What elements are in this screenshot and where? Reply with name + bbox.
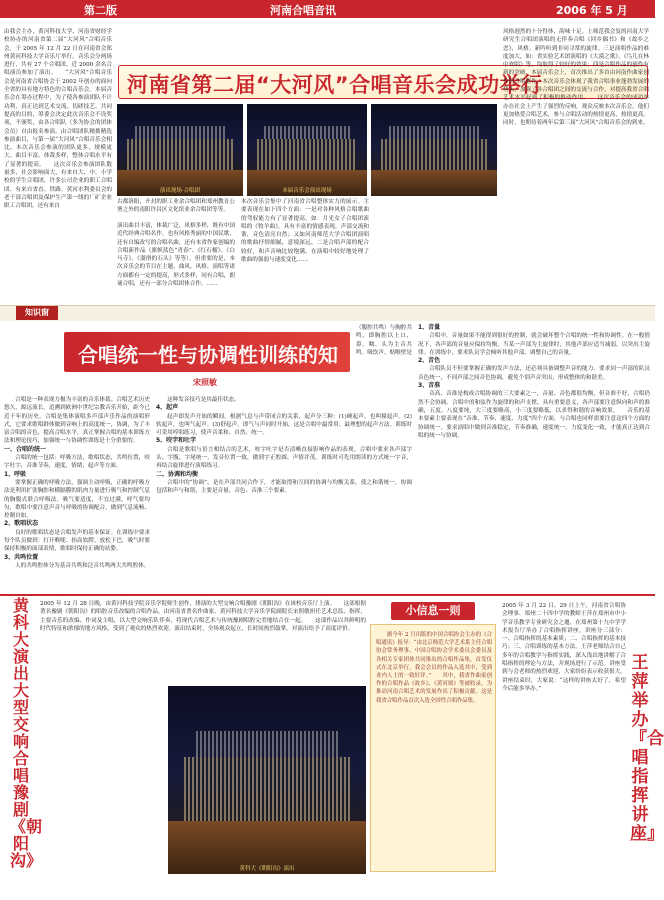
article2-col3-a: 1、音量	[418, 324, 441, 331]
paper-name: 河南合唱音讯	[270, 4, 336, 17]
notice-box	[370, 624, 496, 872]
article2-sub1-2: 2、歌唱状态	[4, 520, 39, 528]
page-label: 第二版	[84, 4, 117, 17]
article2-sub2-2: 5、咬字和吐字	[156, 437, 197, 445]
article2-author: 宋照敏	[193, 378, 217, 387]
article2-col3-b: 合唱中，音量如果不能得到很好的控制，就会破坏整个合唱的统一性和协调性。在一般情况下，各声部的音量应保持均衡，当某一声部为主旋律时，其他声部应适当减弱，以突出主旋律。在训练中，要求队员学会倾听其他声部，调整自己的音量。	[418, 333, 650, 356]
article2-col3-c: 2、音色	[418, 357, 441, 365]
article1-col3: 本次音乐会集中了河南省合唱整体实力的展示。主要表现在如下四个方面：一是对各种风格合唱歌曲的驾驭能力有了显著提高，如：月光女子合唱团演唱的《牧羊曲》，具有丰富的情感表现，声部交流和谐，音色清亮自然；又如河南师范大学合唱团演唱的歌曲抒情细腻，意境深远，二是合唱声部的配合较好，和声音响比较饱满，在演唱中较好地处理了歌曲的强弱与速度变化……	[241, 199, 369, 264]
concert-photo-1	[117, 104, 243, 196]
article2-col1-c: 要掌握正确的呼吸方法，强调主动呼吸，正确的呼吸方法是利用扩张胸腔和横膈膜的肌肉力量进行吸气和控制气息的胸腹式联合呼吸法。吸气要适度，不宜过满，呼气要均匀，歌唱中要注意声音与呼吸的协调配合，做到气息流畅、控制自如。	[4, 479, 150, 520]
article1-col2-caption: 古都洛阳，开封的职工业余合唱团和郑州教育公署之外的南阳许昌区文化馆业余合唱团等等。	[117, 199, 235, 214]
article1-col4: 风格迥然的十分得体，韵味十足。上师范我会复的河南大学研究生合唱团演唱的无伴奏合唱《回乡偶书》和《故乡之恋》，风格。新吟听到非同寻常的旋律。三是演唱作品的难度加大，如：省实验艺术团演唱的《大漠之歌》、《鸟儿在林中欢唱》等，均取得了较好的效果；四是合唱作品的创作有新的突破，本届音乐会上，首次推出了多首由河南作曲家创作的合唱新作。本次音乐会体现了我省合唱事业蓬勃发展的势头，加强了各合唱团之间的交流与合作，对提高我省合唱艺术水平起到了积极的推动作用。 这次音乐会的成功举办在社会上产生了强烈的反响，观众反映本次音乐会，他们更加热爱合唱艺术，参与合唱活动的热情更高，热情更高。同时，也期待着两年后第三届“大河风”合唱音乐会的到来。	[503, 29, 649, 127]
article1-title: 河南省第二届“大河风”合唱音乐会成功举行	[127, 73, 543, 97]
article2-col2-c: 合唱是歌唱与语言相结合的艺术，咬字吐字是否清晰直接影响作品的表现。合唱中要求各声部字头、字腹、字尾统一，发音位置一致，做到字正腔圆、声情并茂。训练时可先用朗读的方式统一字音，再结合旋律进行演唱练习。	[156, 446, 412, 470]
article2-col2-a: 这种发音技巧是其最佳状态。	[167, 397, 240, 403]
article1-col1: 由我会主办，黄河科技大学、河南省财经学校协办的河南省第二届“大河风”合唱音乐会，于 2005 年 12 月 22 日在河南省会郑州黄河科技大学音乐厅举行。音乐会分两场进行，共有 27 个合唱团、近 2000 余名合唱演员参加了演出。 “大河风”合唱音乐会是河南省合唱协会于 2002 年创办的面向全省的具有地方特色的合唱音乐会。本届音乐会在筹办过程中，为了使各参演团队不计功利，真正达到艺术交流、切磋技艺、共同提高的目的，筹委会决定此次音乐会不设奖项，不颁奖，由各合唱队（多为协会的团体会员）自由报名参演。由合唱团队精挑精选参演曲目，与第一届“大河风”合唱音乐会相比，本次音乐会参演的团队更多、规模更大、曲目丰富、体裁多样，整体合唱水平有了显著的提高。 这次音乐会参演团队数量多，社会影响面大，有来自大、中、小学校的学生合唱团，许多公司企业的职工合唱团、有来自省直、铁路、黄河水利委员会的老干部合唱团及保护生产第一线的厂矿企业职工合唱团，还有来自	[4, 29, 112, 210]
article2-col2-d: 合唱中的“协调”，是在声部共同合作下，才能取得和互间的协调与均衡关系，使之和谐统一，协调包括和声与和谐，主要是音量、音色、音准三个要素。	[156, 479, 412, 495]
article3-photo-caption: 黄科大《朝阳沟》演出	[239, 866, 295, 872]
article1-col4-cont	[375, 198, 499, 300]
article2-col2	[156, 396, 412, 592]
article2-aside: （腹腔共鸣）与胸腔共鸣，即胸腔以上口、鼻、咽、头为主音共鸣。吸饮声、贴喉壁是	[356, 325, 412, 356]
article2-col1-b: 合唱的统一包括：呼吸方法，歌唱状态，共鸣位置，咬字吐字，音准节奏，速度，情绪，起声等方面。	[4, 455, 150, 470]
article2-sub1-1: 1、呼吸	[4, 470, 27, 478]
article2-sub2-3: 二、协调和均衡	[156, 470, 199, 478]
photo2-caption: 本届音乐会演出现场	[282, 188, 332, 194]
article1-col2: 演出曲目丰富，体裁广泛，风格多样，既有中国近代经典合唱名作，也有风格秀丽的中国民歌，还有自编改写的合唱名曲，还有本省作家创编的合唱新作品（旗帜蓝色“青春”、《红石榴》、《白马寺》、《溜滑的石头》等等）。但重要的是，本次音乐会的节目在主题、曲风、风格、演唱等诸方面都有一定的提高，形式多样，同有合唱，朗诵合唱，还有一部分合唱团体合作，……	[117, 223, 235, 288]
article2-title: 合唱统一性与协调性训练的知识	[78, 343, 338, 396]
page-header	[0, 0, 655, 18]
section-divider	[0, 594, 655, 596]
article2-col1-e: 人的共鸣腔体分为基音共鸣和泛音共鸣两大共鸣腔体。	[15, 562, 150, 569]
article3-body-cont	[40, 686, 164, 874]
article2-col3	[418, 324, 650, 592]
article2-col1-d: 良好的歌唱状态是合唱发声的基本保证。在训练中要求每个队员做到：打开喉咙、抬高软腭、放松下巴，吸气时要保持积极的面部表情，歌唱时保持正确的站姿。	[4, 529, 150, 553]
knowledge-band	[0, 305, 655, 321]
issue-date: 2006 年 5 月	[556, 4, 628, 17]
article4-title: 王萍举办『合唱指挥讲座』	[630, 653, 664, 844]
article3-body: 2005 年 12 月 28 日晚，由黄河科技学院音乐学院师生创作，排演的大型交响合唱豫剧《朝阳沟》在该校音乐厅上演。 这部根据著名豫剧《朝阳沟》的唱腔音乐改编的合唱作品，由河南省著名作曲家、黄河科技大学音乐学院副院长宋照敏担任艺术总监、指挥，主要音乐的改编、作词及主唱，以大型交响乐队伴奏，将现代合唱艺术与传统豫剧唱腔完美地结合在一起。 这部作品以其鲜明的时代特征和浓郁的地方风格，受到了观众的热烈欢迎。演出结束时，全场观众起立，长时间热烈鼓掌，对演出给予了高度评价。	[40, 601, 366, 632]
article2-col2-b: 起声即发声开始的瞬间。根据气息与声带闭合的关系，起声分三种：(1)硬起声，也叫撞起声。(2)软起声，也叫气起声。(3)舒起声。即气与声同时开始，这是合唱中最常用、最理想的起声方法。训练时可采用哼唱练习，使声音柔和、自然、统一。	[156, 413, 412, 437]
article2-sub2-1: 4、起声	[156, 404, 179, 412]
article2-col3-e: 3、音准	[418, 382, 441, 390]
article2-sub1: 一、合唱的统一	[4, 445, 47, 453]
page-footer	[0, 885, 655, 900]
article3-title: 黄科大演出大型交响合唱豫剧《朝阳沟》	[10, 596, 43, 870]
article2-col1	[4, 396, 150, 592]
concert-photo-3	[371, 104, 497, 196]
knowledge-tag: 知识窗	[16, 306, 58, 320]
article2-col3-d: 合唱队员不但要掌握正确的发声方法，还必须具备调整声音的能力。要求同一声部的队员音色统一，不同声部之间音色协调，避免个别声音突出，形成整体的和谐美。	[418, 366, 650, 381]
notice-title: 小信息一则	[391, 602, 475, 620]
article4-body: 2005 年 3 月 22 日、29 日上午，河南省合唱协会理事、郑州二十四中学的教师王萍在郑州市中小学音乐教学专业研究会之邀，在郑州第十九中学学术报告厅举办了合唱指挥讲座，讲座分三部分：一、合唱指挥的基本素质；二、合唱指挥的基本技巧；三、合唱训练的基本方法。王萍老师结合自己多年的合唱教学与指挥实践，深入浅出地讲解了合唱指挥的理论与方法，并现场进行了示范。讲座受到与会老师的热烈欢迎，大家纷纷表示收获很大。讲座结束时，大家说：“这样的讲座太好了，希望今后能多举办。”	[502, 603, 626, 692]
concert-photo-2	[247, 104, 367, 196]
article2-sub1-3: 3、共鸣位置	[4, 553, 39, 561]
photo1-caption: 演出现场·合唱团	[159, 188, 201, 194]
notice-body: 据今年 2 月出版的中国合唱协会主办的《合唱通讯》报导：“由北京师范大学艺术系主任合唱协会常务理事、中国合唱协会学术委员会委员及各相关专家团体共同推出的合唱作品集，首发仪式在北京举行，我会会员的作品入选其中，受到业内人士的一致好评。” 其中，我省作曲家创作的合唱作品《故乡》、《黄河颂》等被收录，为推动河南合唱艺术的发展作出了积极贡献。这是我省合唱作品首次入选全国性合唱作品集。	[376, 632, 492, 704]
chaoyanggou-photo	[168, 686, 366, 874]
article2-col3-f: 音高、音准是构成合唱协调的三大要素之一，音量、音色都很均衡，但音准不好，合唱仍然不会协调。合唱中的和弦作为旋律的和声支撑，具有重要意义，各声部要注意纵向和声的准确，五度、八度要纯，大三度要略高，小三度要略低，以求得和谐的音响效果。 音乐的基本要素主要表现在“音准、节奏、速度、力度”四个方面，与合唱也同样需要注意这四个方面的协调统一。要求演唱中做到音准稳定，节奏准确，速度统一，力度变化一致，才能真正达到合唱的统一与协调。	[418, 391, 650, 439]
article2-intro: 合唱是一种表现力极为丰富的音乐体裁。合唱艺术历史悠久，源远流长，追溯到欧洲中世纪宗教音乐开始，距今已近千年的历史。合唱是集体演唱多声部声乐作品的演唱形式，它要求歌唱群体做到音响上的高度统一，协调，为了丰富合唱的音色，提高合唱水平，真正掌握合唱的基本训练方法和理论技巧，加强统一与协调性训练是十分重要的。	[4, 397, 150, 445]
